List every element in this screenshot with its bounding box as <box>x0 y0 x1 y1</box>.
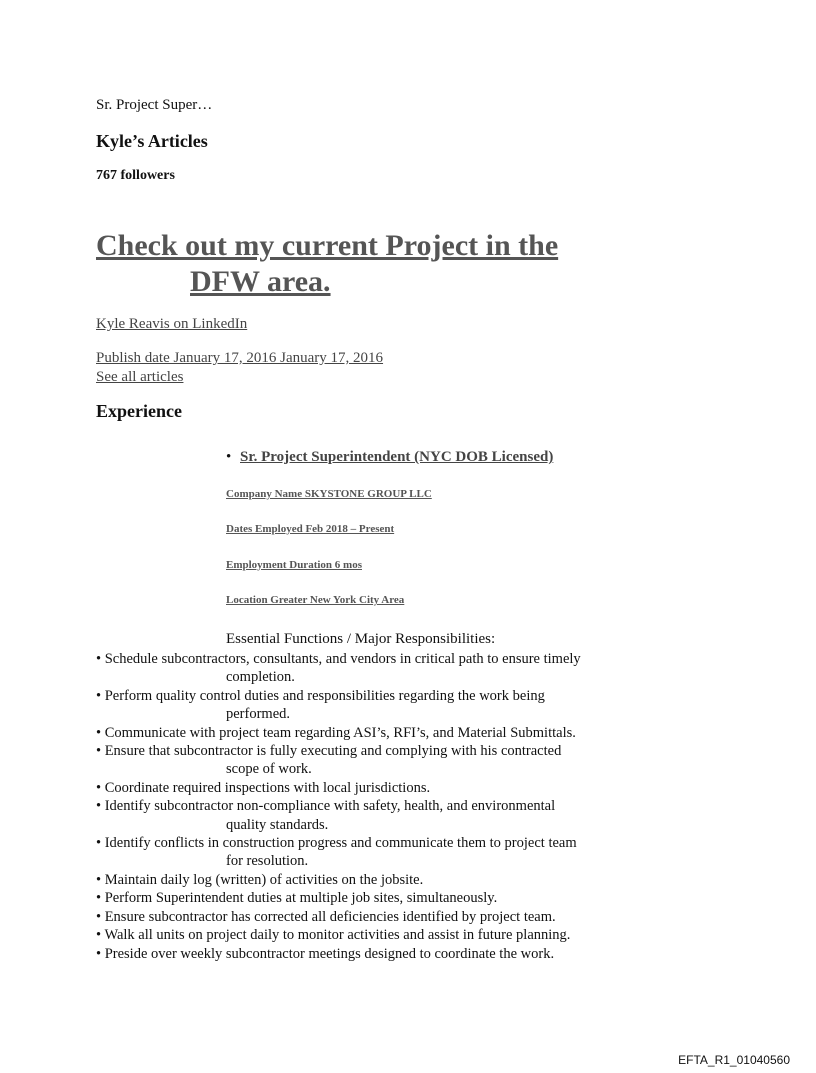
list-item-text: • Ensure that subcontractor is fully executing and complying with his contracted <box>96 743 562 760</box>
list-item <box>96 779 656 797</box>
list-item-continuation: quality standards. <box>226 816 329 833</box>
list-item-text: • Walk all units on project daily to monitor activities and assist in future planning. <box>96 927 571 944</box>
list-item-text: • Perform quality control duties and responsibilities regarding the work being <box>96 687 545 704</box>
document-id: EFTA_R1_01040560 <box>678 1053 790 1067</box>
dates-employed-link[interactable]: Dates Employed Feb 2018 – Present <box>226 523 395 535</box>
bullet-icon: • <box>226 449 232 465</box>
article-title-link[interactable] <box>96 228 616 300</box>
publish-date-link[interactable]: Publish date January 17, 2016 January 17, 2016 <box>96 350 384 366</box>
list-item-continuation: completion. <box>226 669 295 686</box>
list-item <box>96 650 656 687</box>
list-item-text: • Maintain daily log (written) of activities on the jobsite. <box>96 871 424 888</box>
responsibilities-list <box>96 650 656 963</box>
list-item-text: • Coordinate required inspections with local jurisdictions. <box>96 779 431 796</box>
list-item <box>96 945 656 963</box>
list-item-text: • Identify subcontractor non-compliance with safety, health, and environmental <box>96 798 556 815</box>
list-item-text: • Preside over weekly subcontractor meetings designed to coordinate the work. <box>96 945 555 962</box>
author-link[interactable]: Kyle Reavis on LinkedIn <box>96 316 248 332</box>
experience-heading: Experience <box>96 401 182 421</box>
profile-headline: Sr. Project Super… <box>96 97 213 113</box>
location-link[interactable]: Location Greater New York City Area <box>226 594 405 606</box>
company-name-link[interactable]: Company Name SKYSTONE GROUP LLC <box>226 488 432 500</box>
list-item-continuation: for resolution. <box>226 853 309 870</box>
article-title-line1: Check out my current Project in the <box>96 229 559 262</box>
list-item-continuation: performed. <box>226 706 291 723</box>
followers-count: 767 followers <box>96 168 175 183</box>
list-item <box>96 797 656 834</box>
list-item <box>96 724 656 742</box>
employment-duration-link[interactable]: Employment Duration 6 mos <box>226 559 362 571</box>
list-item-text: • Communicate with project team regarding ASI’s, RFI’s, and Material Submittals. <box>96 724 576 741</box>
list-item <box>96 834 656 871</box>
list-item-text: • Ensure subcontractor has corrected all deficiencies identified by project team. <box>96 908 556 925</box>
list-item-text: • Schedule subcontractors, consultants, and vendors in critical path to ensure timely <box>96 651 581 667</box>
job-title-link[interactable]: Sr. Project Superintendent (NYC DOB Licensed) <box>240 449 554 465</box>
list-item <box>96 908 656 926</box>
job-entry <box>226 449 553 466</box>
list-item <box>96 871 656 889</box>
articles-heading: Kyle’s Articles <box>96 131 208 151</box>
see-all-articles-link[interactable]: See all articles <box>96 369 184 385</box>
list-item-text: • Identify conflicts in construction progress and communicate them to project team <box>96 835 577 852</box>
article-title-line2: DFW area. <box>190 265 331 298</box>
list-item <box>96 742 656 779</box>
list-item <box>96 926 656 944</box>
list-item <box>96 889 656 907</box>
list-item-text: • Perform Superintendent duties at multiple job sites, simultaneously. <box>96 890 498 907</box>
list-item-continuation: scope of work. <box>226 761 312 778</box>
list-item <box>96 687 656 724</box>
functions-heading: Essential Functions / Major Responsibilities: <box>226 631 496 647</box>
